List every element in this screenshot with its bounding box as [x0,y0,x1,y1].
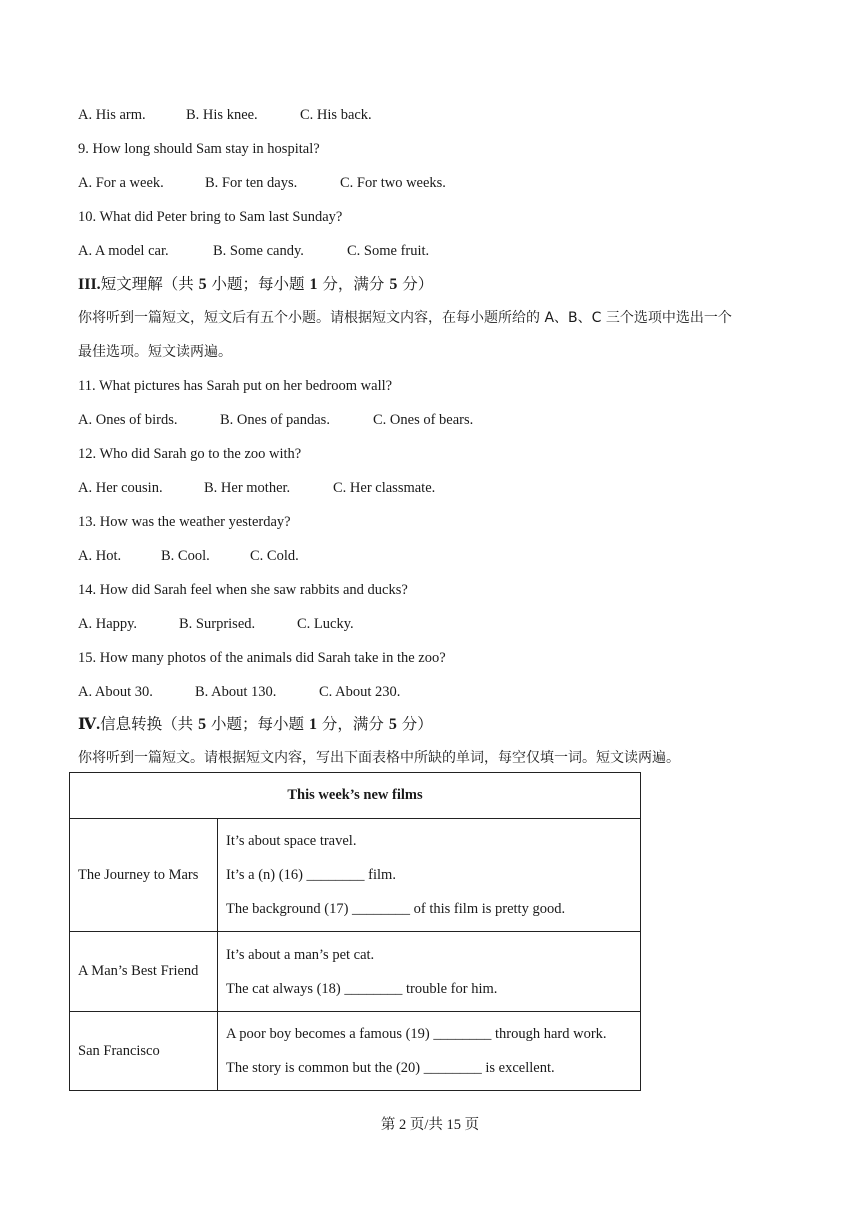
option-b: B. About 130. [195,684,277,700]
detail-line: It’s about a man’s pet cat. [226,946,375,963]
points-each: 1 [309,276,318,293]
option-a: A. A model car. [78,243,169,259]
q11-question: 11. What pictures has Sarah put on her bedroom wall? [78,378,393,394]
film-details [218,1012,641,1091]
option-a: A. Her cousin. [78,480,163,496]
option-c: C. For two weeks. [340,175,446,191]
detail-line: It’s a (n) (16) ________ film. [226,867,396,883]
option-c: C. Her classmate. [333,480,436,496]
option-b: B. Ones of pandas. [220,412,330,428]
heading-text: 分） [397,275,434,293]
section-numeral: III. [78,276,101,293]
detail-line: The story is common but the (20) ________ is excellent. [226,1060,555,1076]
q11-options [78,410,473,430]
section3-instruction-2: 最佳选项。短文读两遍。 [78,344,232,360]
q12-options [78,478,435,498]
option-b: B. Cool. [161,548,210,564]
heading-text: 信息转换（共 [100,715,199,733]
detail-line: It’s about space travel. [226,833,357,849]
option-a: A. His arm. [78,107,146,123]
option-a: A. For a week. [78,175,164,191]
option-c: C. Cold. [250,548,299,564]
table-title: This week’s new films [70,773,641,819]
option-a: A. Hot. [78,548,122,564]
option-c: C. His back. [300,107,372,123]
detail-line: The cat always (18) ________ trouble for him. [226,980,498,997]
option-b: B. Her mother. [204,480,291,496]
heading-text: 小题；每小题 [206,275,310,293]
q8-options [78,105,372,125]
q15-options [78,682,400,702]
q13-options [78,546,299,566]
table-header-row [70,773,641,819]
option-a: A. About 30. [78,684,153,700]
film-details [218,819,641,932]
heading-text: 分，满分 [317,275,390,293]
q10-question: 10. What did Peter bring to Sam last Sunday? [78,209,343,225]
q10-options [78,241,429,261]
film-name: San Francisco [70,1012,218,1091]
option-c: C. Lucky. [297,616,354,632]
option-b: B. For ten days. [205,175,298,191]
points-total: 5 [389,276,398,293]
question-count: 5 [198,716,207,733]
option-c: C. Ones of bears. [373,412,474,428]
detail-line: A poor boy becomes a famous (19) ________ through hard work. [226,1026,607,1042]
option-a: A. Ones of birds. [78,412,178,428]
option-c: C. About 230. [319,684,401,700]
q13-question: 13. How was the weather yesterday? [78,514,291,530]
q9-question: 9. How long should Sam stay in hospital? [78,141,320,157]
section-numeral: Ⅳ. [78,716,101,733]
film-name: A Man’s Best Friend [70,932,218,1012]
section3-instruction-1: 你将听到一篇短文，短文后有五个小题。请根据短文内容，在每小题所给的 A、B、C 三个选项中选出一个 [78,310,732,326]
section4-instruction: 你将听到一篇短文。请根据短文内容，写出下面表格中所缺的单词，每空仅填一词。短文读两遍。 [78,750,680,766]
film-name: The Journey to Mars [70,819,218,932]
table-row [70,1012,641,1091]
question-count: 5 [198,276,207,293]
q12-question: 12. Who did Sarah go to the zoo with? [78,446,302,462]
heading-text: 分，满分 [316,715,389,733]
option-c: C. Some fruit. [347,243,430,259]
heading-text: 短文理解（共 [100,275,199,293]
heading-text: 分） [396,715,433,733]
q14-options [78,614,354,634]
q14-question: 14. How did Sarah feel when she saw rabbits and ducks? [78,582,408,598]
films-table [69,772,641,1091]
section3-heading [78,274,433,295]
option-a: A. Happy. [78,616,138,632]
option-b: B. His knee. [186,107,258,123]
points-total: 5 [388,716,397,733]
option-b: B. Some candy. [213,243,304,259]
detail-line: The background (17) ________ of this film is pretty good. [226,901,566,917]
table-row [70,819,641,932]
section4-heading [78,714,433,735]
heading-text: 小题；每小题 [206,715,309,733]
q9-options [78,173,446,193]
points-each: 1 [308,716,317,733]
option-b: B. Surprised. [179,616,256,632]
page-footer: 第 2 页/共 15 页 [380,1117,480,1133]
table-row [70,932,641,1012]
film-details [218,932,641,1012]
q15-question: 15. How many photos of the animals did Sarah take in the zoo? [78,650,446,666]
